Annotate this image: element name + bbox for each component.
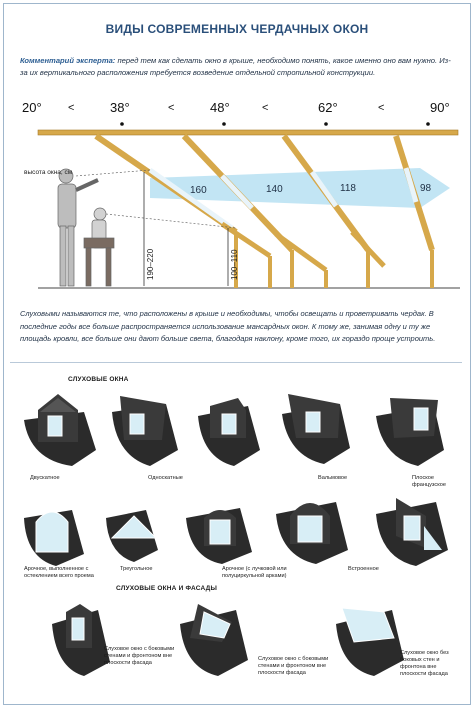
dormer-description: Слуховыми называются те, что расположены в крыше и необходимы, чтобы освещать и проветривать чердак. В последние годы все больше распространяется использование мансардных окон. К тому же, занимая одну и ту же площадь кровли, все больше они дают больше света, благодаря наклону, кроме того, их гораздо проще устроить. — [20, 309, 436, 343]
window-height-label: высота окна, см — [24, 169, 73, 176]
angle-marker — [426, 122, 430, 126]
flat-dormer-icon — [374, 392, 446, 468]
angle-label: 38° — [110, 100, 130, 115]
caption-gable: Двускатное — [30, 475, 60, 481]
height-label: 98 — [420, 183, 432, 194]
expert-comment — [20, 55, 456, 79]
angle-separator: < — [68, 102, 75, 114]
angle-separator: < — [168, 102, 175, 114]
page-title: ВИДЫ СОВРЕМЕННЫХ ЧЕРДАЧНЫХ ОКОН — [105, 22, 369, 36]
caption-facade-no-walls: Слуховое окно без боковых стен и фронтона вне плоскости фасада — [400, 650, 449, 677]
angle-marker — [120, 122, 124, 126]
arched-glazed-dormer-icon — [22, 500, 86, 568]
caption-flat-french: Плоское французское — [412, 475, 446, 488]
angle-label: 20° — [22, 100, 42, 115]
triangular-dormer-icon — [104, 504, 160, 564]
dimension-standing-label: 190–220 — [146, 248, 155, 280]
dimension-sitting-label: 100–110 — [230, 249, 239, 280]
facade-dormer-side-walls-icon — [50, 598, 112, 678]
top-beam — [38, 130, 458, 135]
gable-dormer-icon — [22, 390, 98, 468]
dormers-section-title: СЛУХОВЫЕ ОКНА — [68, 376, 129, 383]
height-label: 118 — [340, 183, 356, 194]
arched-round-dormer-icon — [274, 494, 350, 566]
caption-shed: Односкатные — [148, 475, 183, 481]
caption-arched-segmental: Арочное (с лучковой или полуциркульной арками) — [222, 566, 287, 579]
shed-dormer-icon — [110, 390, 180, 468]
angle-marker — [324, 122, 328, 126]
facade-dormer-gable-icon — [178, 598, 250, 678]
height-label: 140 — [266, 184, 283, 195]
arched-segmental-dormer-icon — [184, 500, 254, 566]
angle-scale — [0, 100, 474, 122]
angle-label: 48° — [210, 100, 230, 115]
caption-facade-side-walls: Слуховое окно с боковыми стенами и фронтоном вне плоскости фасада — [104, 646, 175, 666]
roof-pitch-diagram — [0, 120, 474, 300]
sitting-person — [84, 208, 114, 286]
section-divider — [10, 362, 462, 363]
angle-separator: < — [262, 102, 269, 114]
caption-triangular: Треугольное — [120, 566, 153, 572]
hip-dormer-icon — [196, 392, 262, 468]
facades-section-title: СЛУХОВЫЕ ОКНА И ФАСАДЫ — [116, 585, 218, 592]
facade-dormer-no-walls-icon — [334, 598, 406, 678]
angle-label: 90° — [430, 100, 450, 115]
angle-separator: < — [378, 102, 385, 114]
caption-arched-glazed: Арочное, выполненное с остеклением всего проема — [24, 566, 94, 579]
flat-french-dormer-icon — [280, 390, 352, 466]
rafter-48-low — [276, 234, 326, 270]
angle-label: 62° — [318, 100, 338, 115]
angle-marker — [222, 122, 226, 126]
height-label: 160 — [190, 185, 207, 196]
expert-comment-text: перед тем как сделать окно в крыше, необходимо понять, какое именно оно вам нужно. Из-за их вертикального расположения требуется возведение отдельной стропильной конструкции. — [20, 56, 451, 77]
caption-facade-gable: Слуховое окно с боковыми стенами и фронтоном вне плоскости фасада — [258, 656, 329, 676]
caption-hip: Вальмовое — [318, 475, 348, 481]
built-in-dormer-icon — [374, 492, 450, 568]
expert-comment-lead: Комментарий эксперта: — [20, 56, 116, 65]
caption-built-in: Встроенное — [348, 566, 379, 572]
sight-line — [76, 170, 150, 176]
